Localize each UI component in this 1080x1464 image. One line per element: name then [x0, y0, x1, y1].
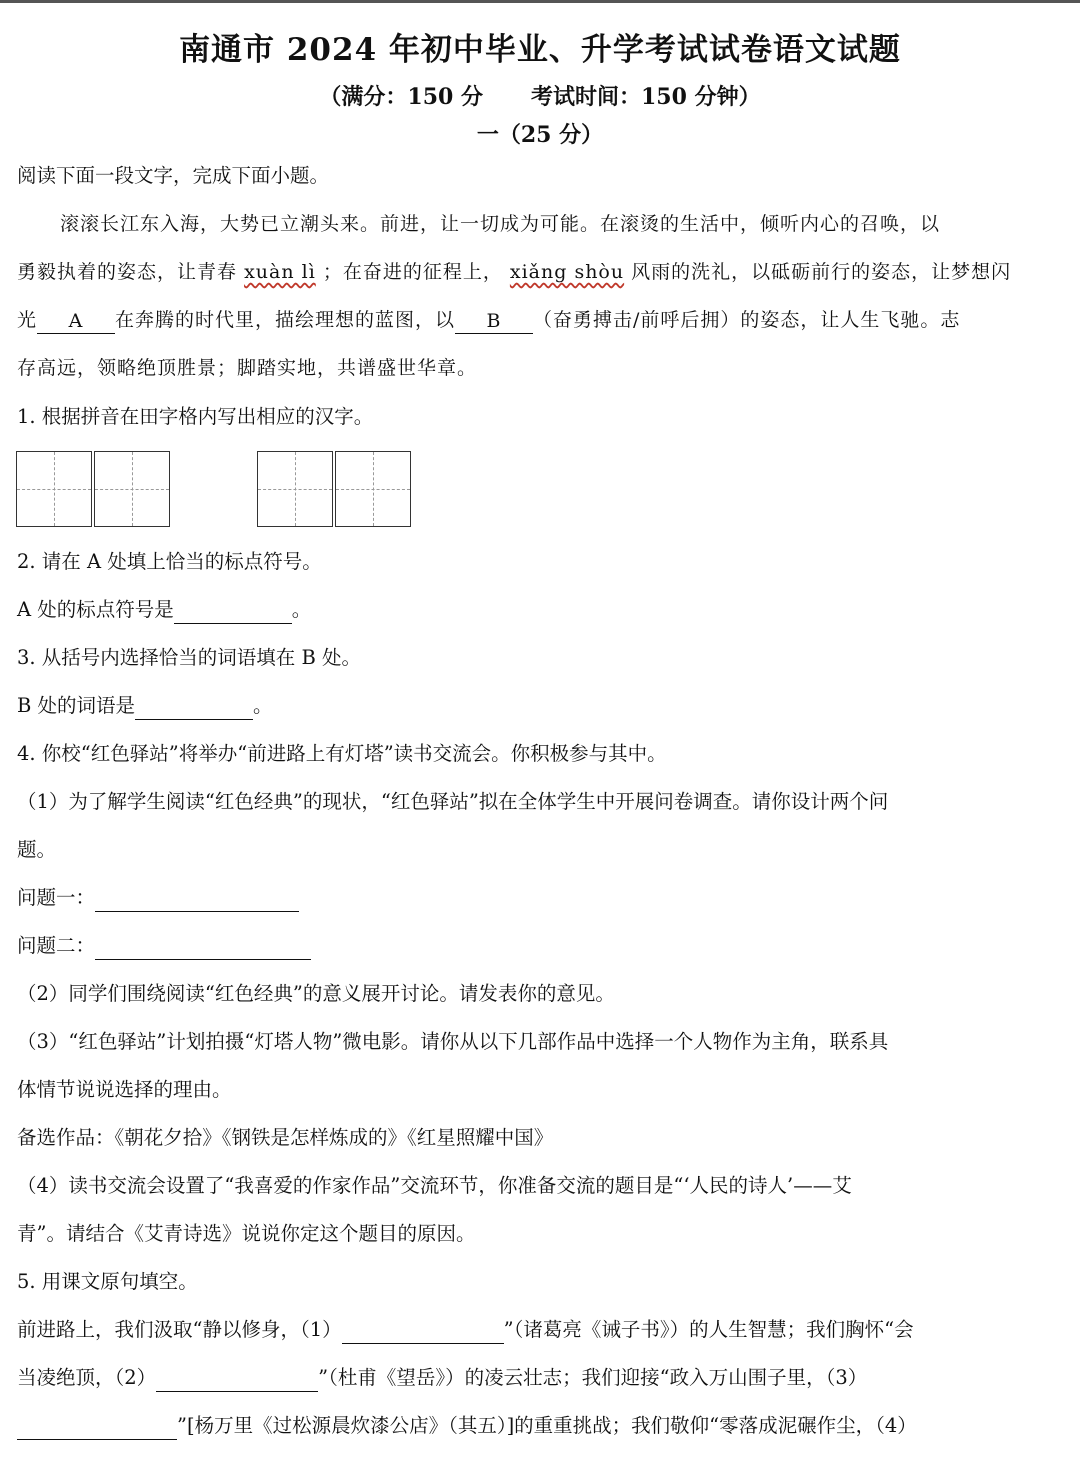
- passage-line-4: 存高远，领略绝顶胜景；脚踏实地，共谱盛世华章。: [17, 357, 478, 379]
- tian-cell[interactable]: [335, 451, 411, 527]
- tian-cell[interactable]: [257, 451, 333, 527]
- blank-b[interactable]: B: [455, 307, 533, 334]
- tian-cell[interactable]: [16, 451, 92, 527]
- question-3: 3. 从括号内选择恰当的词语填在 B 处。: [17, 646, 362, 669]
- full-marks: （满分：150 分: [319, 84, 483, 110]
- tian-grid-2: [257, 451, 413, 527]
- answer-blank-ask2[interactable]: [95, 933, 311, 960]
- answer-blank-5-3[interactable]: [17, 1413, 177, 1440]
- pinyin-xiangshou: xiǎng shòu: [509, 261, 625, 283]
- question-4-3-c: 备选作品：《朝花夕拾》《钢铁是怎样炼成的》《红星照耀中国》: [17, 1126, 554, 1149]
- answer-blank-5-2[interactable]: [156, 1365, 318, 1392]
- question-5-line-1: 前进路上，我们汲取“静以修身，（1） ”（诸葛亮《诫子书》）的人生智慧；我们胸怀“会: [17, 1316, 1017, 1344]
- question-4-3-a: （3）“红色驿站”计划拍摄“灯塔人物”微电影。请你从以下几部作品中选择一个人物作为主角，联系具: [17, 1030, 889, 1053]
- page-title: 南通市 2024 年初中毕业、升学考试试卷语文试题: [179, 32, 901, 68]
- question-4: 4. 你校“红色驿站”将举办“前进路上有灯塔”读书交流会。你积极参与其中。: [17, 742, 667, 765]
- tian-grid-1: [16, 451, 172, 527]
- section-heading: 一（25 分）: [476, 122, 604, 148]
- question-4-1-ask1: 问题一：: [17, 884, 1017, 912]
- question-4-1-ask2: 问题二：: [17, 932, 1017, 960]
- pinyin-xuanli: xuàn lì: [244, 261, 316, 283]
- blank-a[interactable]: A: [37, 307, 115, 334]
- passage-line-1: 滚滚长江东入海，大势已立潮头来。前进，让一切成为可能。在滚烫的生活中，倾听内心的召唤，以: [60, 213, 941, 235]
- answer-blank-a[interactable]: [174, 597, 292, 624]
- instruction: 阅读下面一段文字，完成下面小题。: [17, 164, 330, 187]
- question-4-1-a: （1）为了解学生阅读“红色经典”的现状，“红色驿站”拟在全体学生中开展问卷调查。请你设计两个问: [17, 790, 889, 813]
- question-4-3-b: 体情节说说选择的理由。: [17, 1078, 232, 1101]
- question-2-answer: A 处的标点符号是 。: [17, 596, 1017, 624]
- question-5: 5. 用课文原句填空。: [17, 1270, 198, 1293]
- question-2: 2. 请在 A 处填上恰当的标点符号。: [17, 550, 322, 573]
- answer-blank-5-1[interactable]: [342, 1317, 504, 1344]
- answer-blank-ask1[interactable]: [95, 885, 299, 912]
- question-1: 1. 根据拼音在田字格内写出相应的汉字。: [17, 405, 374, 428]
- question-4-1-b: 题。: [17, 838, 57, 861]
- passage-line-3: 光 A 在奔腾的时代里，描绘理想的蓝图，以 B （奋勇搏击/前呼后拥）的姿态，让人生飞驰。志: [17, 309, 961, 332]
- passage-line-2: 勇毅执着的姿态，让青春 xuàn lì ；在奋进的征程上， xiǎng shòu 风雨的洗礼，以砥砺前行的姿态，让梦想闪: [17, 261, 1012, 283]
- question-5-line-3: ”[杨万里《过松源晨炊漆公店》（其五）]的重重挑战；我们敬仰“零落成泥碾作尘，（4）: [17, 1412, 1017, 1440]
- question-3-answer: B 处的词语是 。: [17, 692, 1017, 720]
- exam-time: 考试时间：150 分钟）: [531, 84, 761, 110]
- question-4-4-b: 青”。请结合《艾青诗选》说说你定这个题目的原因。: [17, 1222, 476, 1245]
- answer-blank-b[interactable]: [135, 693, 253, 720]
- exam-info: [0, 80, 1080, 111]
- tian-cell[interactable]: [94, 451, 170, 527]
- question-4-4-a: （4）读书交流会设置了“我喜爱的作家作品”交流环节，你准备交流的题目是“‘人民的诗人’——艾: [17, 1174, 852, 1197]
- question-4-2: （2）同学们围绕阅读“红色经典”的意义展开讨论。请发表你的意见。: [17, 982, 615, 1005]
- question-5-line-2: 当凌绝顶，（2） ”（杜甫《望岳》）的凌云壮志；我们迎接“政入万山围子里，（3）: [17, 1364, 1017, 1392]
